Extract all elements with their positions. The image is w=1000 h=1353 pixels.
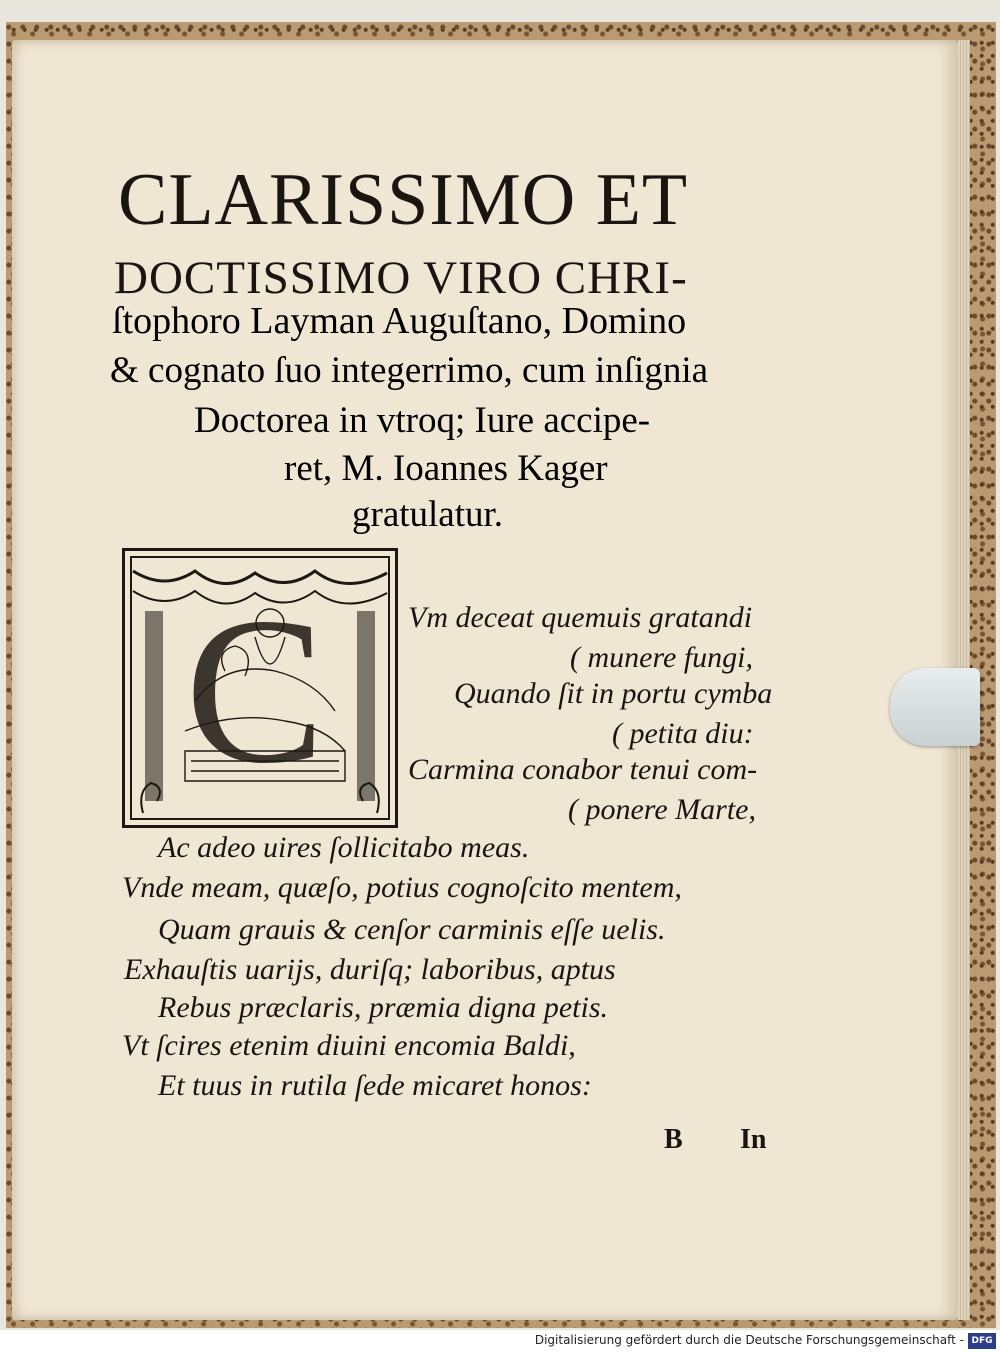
verse-line-8: Vnde meam, quæſo, potius cognoſcito mentem, — [122, 871, 682, 904]
footer-credit: Digitalisierung gefördert durch die Deutsche Forschungsgemeinschaft - — [534, 1333, 964, 1347]
verse-line-9: Quam grauis & cenſor carminis eſſe uelis. — [158, 913, 666, 946]
footer-bar — [0, 1330, 1000, 1353]
signature-mark: B — [664, 1124, 683, 1155]
catchword: In — [740, 1124, 767, 1155]
verse-line-7: Ac adeo uires ſollicitabo meas. — [158, 831, 530, 864]
verse-line-12: Vt ſcires etenim diuini encomia Baldi, — [122, 1029, 576, 1062]
verse-line-2: ( munere fungi, — [570, 641, 754, 674]
title-line-7: gratulatur. — [352, 494, 504, 535]
title-line-1: CLARISSIMO ET — [118, 159, 689, 241]
verse-line-10: Exhauſtis uarijs, duriſq; laboribus, aptus — [124, 953, 616, 986]
woodcut-illustration — [125, 551, 395, 825]
verse-line-13: Et tuus in rutila ſede micaret honos: — [158, 1069, 592, 1102]
title-line-5: Doctorea in vtroq; Iure accipe- — [194, 400, 651, 441]
title-line-3: ſtophoro Layman Auguſtano, Domino — [112, 300, 687, 342]
verse-line-4: ( petita diu: — [612, 717, 754, 750]
verse-line-1: Vm deceat quemuis gratandi — [408, 601, 753, 634]
decorated-initial-woodcut — [122, 548, 398, 828]
verse-line-6: ( ponere Marte, — [568, 793, 756, 826]
page-clip — [890, 668, 980, 746]
verse-line-5: Carmina conabor tenui com- — [408, 753, 758, 786]
verse-line-11: Rebus præclaris, præmia digna petis. — [158, 991, 609, 1024]
title-line-2: DOCTISSIMO VIRO CHRI- — [114, 252, 688, 304]
verse-line-3: Quando ſit in portu cymba — [454, 677, 773, 710]
dfg-logo-icon: DFG — [968, 1333, 996, 1349]
initial-letter: C — [185, 575, 326, 807]
title-line-6: ret, M. Ioannes Kager — [284, 448, 608, 489]
title-line-4: & cognato ſuo integerrimo, cum inſignia — [110, 350, 709, 391]
